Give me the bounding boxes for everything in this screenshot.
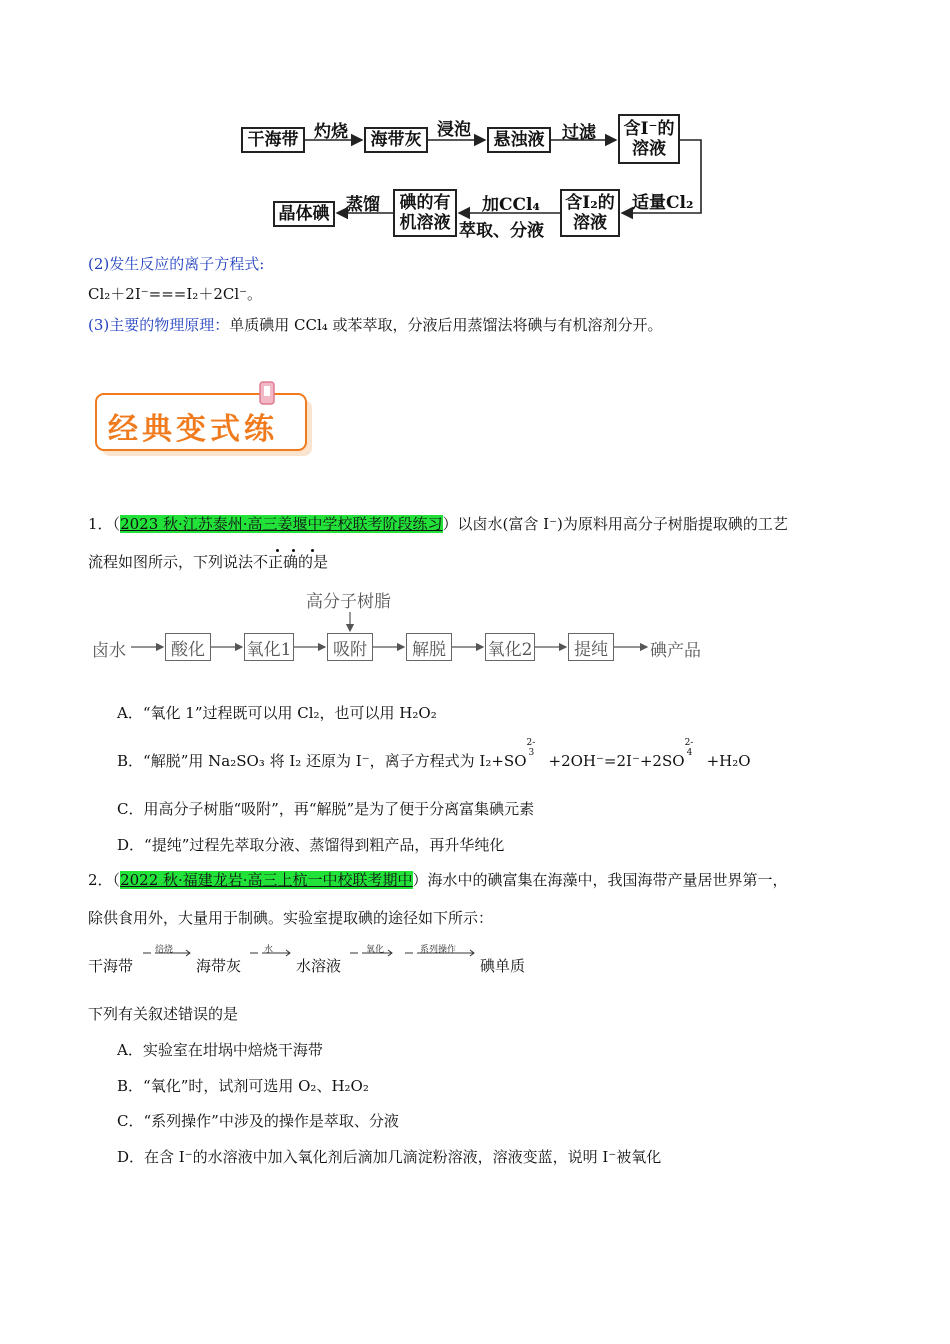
- question-paren: （: [112, 871, 121, 889]
- question-number: 1．: [88, 515, 113, 533]
- emphasis-dot: [311, 549, 314, 552]
- q3-label: (3)主要的物理原理：: [88, 316, 230, 334]
- banner: [92, 380, 322, 460]
- q2-line2: 除供食用外，大量用于制碘。实验室提取碘的途径如下所示：: [88, 909, 494, 927]
- q1-flow-step: 氧化1: [244, 633, 294, 661]
- q1-flow-step: 吸附: [327, 633, 373, 661]
- option-sub-4: 2- 4: [684, 738, 694, 758]
- option-sub-3: 2- 3: [526, 738, 536, 758]
- q2-flow-item: 碘单质: [480, 957, 526, 975]
- option-text: +H₂O: [706, 752, 751, 770]
- flow-box-dry-kelp: 干海带: [241, 127, 305, 153]
- flow-box-text: 含I₂的: [565, 193, 615, 213]
- q2-flow-label: 系列操作: [420, 945, 457, 955]
- q1-option-d[interactable]: D．“提纯”过程先萃取分液、蒸馏得到粗产品，再升华纯化: [117, 836, 505, 854]
- flow-box-text: 碘的有: [399, 193, 451, 213]
- banner-title: 经典变式练: [108, 412, 278, 447]
- flow-label-extract: 萃取、分液: [459, 221, 544, 241]
- q2-label: (2)发生反应的离子方程式:: [88, 255, 265, 273]
- q3-text: 单质碘用 CCl₄ 或苯萃取，分液后用蒸馏法将碘与有机溶剂分开。: [229, 316, 663, 334]
- option-text: +2OH⁻=2I⁻+2SO: [548, 752, 685, 770]
- question-number: 2．: [88, 871, 113, 889]
- q2-flow-arrows-svg: [0, 940, 950, 960]
- q2-flow-item: 干海带: [88, 957, 134, 975]
- q2-flow-item: 海带灰: [196, 957, 242, 975]
- q1-option-b[interactable]: [117, 738, 751, 771]
- q1-flow-end: 碘产品: [650, 641, 701, 661]
- flow-box-text: 溶液: [632, 139, 666, 159]
- q2-option-c[interactable]: C．“系列操作”中涉及的操作是萃取、分液: [117, 1112, 399, 1130]
- flow-label-distill: 蒸馏: [346, 195, 380, 215]
- q2-line1: [88, 869, 788, 891]
- flow-box-text: 溶液: [573, 213, 607, 233]
- emphasis-dot: [276, 549, 279, 552]
- q1-flow-start: 卤水: [92, 641, 126, 661]
- option-text: B．“解脱”用 Na₂SO₃ 将 I₂ 还原为 I⁻，离子方程式为 I₂+SO: [117, 752, 527, 770]
- flow-box-suspension: 悬浊液: [487, 127, 551, 153]
- q2-flow-item: 水溶液: [296, 957, 342, 975]
- flow-label-burn: 灼烧: [314, 122, 348, 142]
- emphasis-dot: [292, 549, 295, 552]
- q2-option-b[interactable]: B．“氧化”时，试剂可选用 O₂、H₂O₂: [117, 1077, 369, 1095]
- q1-flow-arrows-svg: [0, 600, 950, 680]
- flow-box-text: 含I⁻的: [623, 119, 675, 139]
- flow-box-text: 机溶液: [399, 213, 451, 233]
- q1-flow-step: 氧化2: [485, 633, 535, 661]
- q3-line: [88, 314, 663, 336]
- ionic-equation: Cl₂＋2I⁻===I₂＋2Cl⁻。: [88, 285, 263, 303]
- flow-label-add-ccl4: 加CCl₄: [482, 195, 540, 215]
- question-stem: ）以卤水(富含 I⁻)为原料用高分子树脂提取碘的工艺: [442, 515, 788, 533]
- flow-label-soak: 浸泡: [437, 120, 471, 140]
- q2-option-d[interactable]: D．在含 I⁻的水溶液中加入氧化剂后滴加几滴淀粉溶液，溶液变蓝，说明 I⁻被氧化: [117, 1148, 662, 1166]
- flow-box-crystal-iodine: 晶体碘: [273, 201, 335, 227]
- q2-flow-label: 焙烧: [155, 945, 174, 955]
- flow-label-cl2: 适量Cl₂: [632, 193, 694, 213]
- q1-flow-top-label: 高分子树脂: [306, 592, 391, 612]
- question-source[interactable]: 2023 秋·江苏泰州·高三姜堰中学校联考阶段练习: [120, 515, 443, 533]
- q2-flow-label: 水: [264, 945, 274, 955]
- q2-option-a[interactable]: A．实验室在坩埚中焙烧干海带: [117, 1041, 323, 1059]
- q1-flow-step: 解脱: [406, 633, 452, 661]
- q2-prompt: 下列有关叙述错误的是: [88, 1005, 239, 1023]
- q1-flow-step: 提纯: [568, 633, 614, 661]
- question-source[interactable]: 2022 秋·福建龙岩·高三上杭一中校联考期中: [120, 871, 413, 889]
- q1-line1: [88, 513, 788, 535]
- q1-flow-step: 酸化: [165, 633, 211, 661]
- flow-label-filter: 过滤: [562, 123, 596, 143]
- q1-line2: 流程如图所示，下列说法不正确的是: [88, 553, 329, 571]
- question-stem: ）海水中的碘富集在海藻中，我国海带产量居世界第一，: [412, 871, 788, 889]
- question-paren: （: [112, 515, 121, 533]
- flow-box-kelp-ash: 海带灰: [364, 127, 428, 153]
- q1-option-c[interactable]: C．用高分子树脂“吸附”，再“解脱”是为了便于分离富集碘元素: [117, 800, 535, 818]
- q1-option-a[interactable]: A．“氧化 1”过程既可以用 Cl₂，也可以用 H₂O₂: [117, 704, 437, 722]
- q2-flow-label: 氧化: [366, 945, 385, 955]
